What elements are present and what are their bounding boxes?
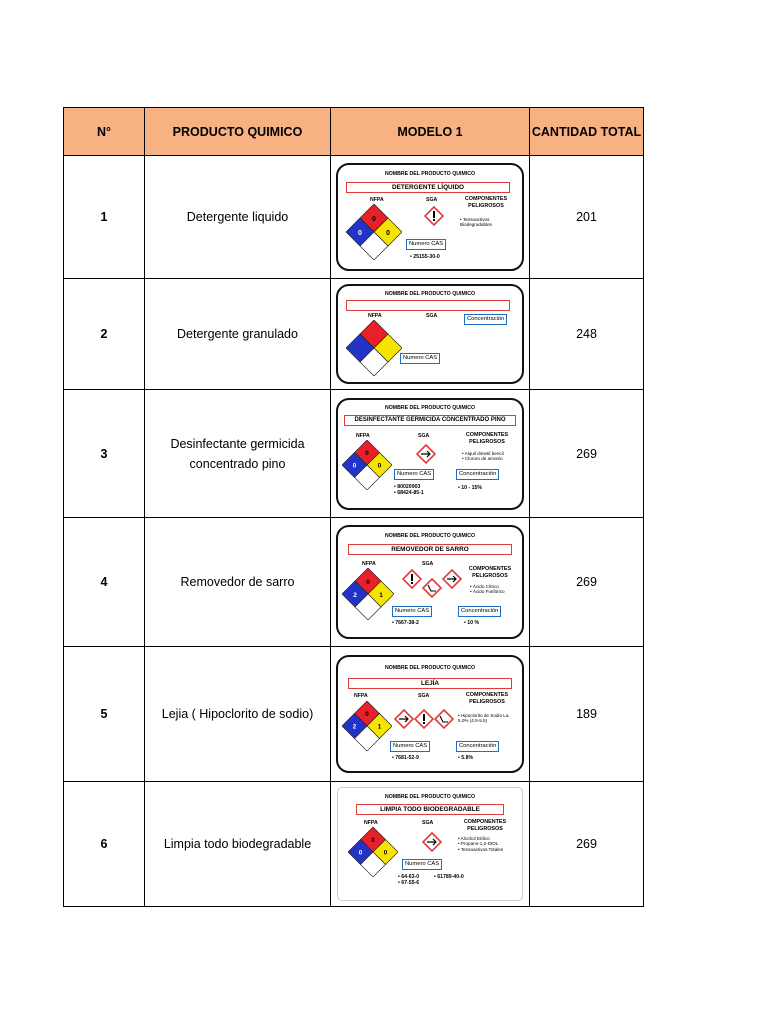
product-name: Limpia todo biodegradable <box>145 782 331 907</box>
concentration-value: 10 % <box>467 620 480 626</box>
nfpa-flammability-value: 0 <box>365 711 369 719</box>
total-quantity: 189 <box>530 647 644 782</box>
nfpa-health-value: 0 <box>358 230 362 237</box>
label-nfpa-heading: NFPA <box>370 197 384 203</box>
safety-label <box>336 284 524 384</box>
label-components-heading: COMPONENTES PELIGROSOS <box>465 692 509 705</box>
component-item: • Tensoactivos Totales <box>458 847 520 852</box>
component-item: • Alcohol Etílico <box>458 836 520 841</box>
model-cell <box>331 782 530 907</box>
nfpa-health-value: 2 <box>352 723 357 731</box>
label-nfpa-heading: NFPA <box>362 561 376 567</box>
label-product-name: LIMPIA TODO BIODEGRADABLE <box>356 804 504 815</box>
cas-item: • 7681-52-9 <box>392 755 419 761</box>
ghs-corrosion-icon <box>442 569 462 589</box>
label-cas-list <box>392 620 419 626</box>
label-concentration-value: • 10 % <box>464 620 480 626</box>
nfpa-reactivity-value: 1 <box>377 723 382 731</box>
label-components-list <box>458 713 520 724</box>
label-sga-heading: SGA <box>426 313 438 319</box>
label-cas-box: Numero CAS <box>402 859 442 870</box>
row-number: 1 <box>64 156 145 279</box>
table-row <box>64 279 644 390</box>
header-cantidad: CANTIDAD TOTAL <box>530 108 644 156</box>
row-number: 5 <box>64 647 145 782</box>
label-product-name: LEJÍA <box>348 678 512 689</box>
header-producto: PRODUCTO QUIMICO <box>145 108 331 156</box>
label-cas-box: Numero CAS <box>394 469 434 480</box>
nfpa-diamond <box>348 827 398 877</box>
nfpa-flammability-value: 0 <box>371 837 375 845</box>
chemical-products-table <box>63 107 644 907</box>
nfpa-flammability-value: 0 <box>372 216 376 223</box>
label-concentration-value: • 5.8% <box>458 755 474 761</box>
label-nfpa-heading: NFPA <box>364 820 378 826</box>
ghs-environment-icon <box>434 709 454 729</box>
nfpa-health-value: 2 <box>353 591 357 599</box>
label-concentration-value: • 10 - 15% <box>458 484 483 491</box>
label-cas-box: Numero CAS <box>392 606 432 617</box>
label-concentration-box: Concentración <box>456 741 499 752</box>
nfpa-health-value: 0 <box>352 462 357 470</box>
concentration-value: 10 - 15% <box>461 484 483 491</box>
nfpa-health-value: 0 <box>358 849 363 857</box>
total-quantity: 269 <box>530 782 644 907</box>
product-name: Desinfectante germicida concentrado pino <box>145 390 331 518</box>
ghs-exclamation-icon <box>402 569 422 589</box>
label-title: NOMBRE DEL PRODUCTO QUIMICO <box>384 291 476 297</box>
header-modelo: MODELO 1 <box>331 108 530 156</box>
label-concentration-box: Concentración <box>458 606 501 617</box>
label-cas-list <box>410 254 440 260</box>
label-title: NOMBRE DEL PRODUCTO QUIMICO <box>384 171 476 177</box>
safety-label <box>336 525 524 639</box>
safety-label <box>336 398 524 510</box>
component-item: • Alquil dimetil bencil <box>462 451 520 456</box>
nfpa-reactivity-value: 0 <box>386 230 390 237</box>
safety-label <box>336 163 524 271</box>
label-product-name: DESINFECTANTE GERMICIDA CONCENTRADO PINO <box>344 415 516 426</box>
ghs-corrosion-icon <box>422 832 442 852</box>
safety-label <box>338 788 522 900</box>
table-row <box>64 156 644 279</box>
label-title: NOMBRE DEL PRODUCTO QUIMICO <box>384 794 476 800</box>
label-sga-heading: SGA <box>418 432 430 439</box>
nfpa-reactivity-value: 0 <box>383 849 388 857</box>
label-sga-heading: SGA <box>418 693 430 699</box>
nfpa-diamond <box>346 320 402 376</box>
component-item: • Ácido Fosfórico <box>470 589 520 594</box>
nfpa-flammability-value: 0 <box>366 578 370 586</box>
cas-item: • 67-55-6 <box>398 880 478 886</box>
label-nfpa-heading: NFPA <box>368 313 382 319</box>
concentration-value: 5.8% <box>461 755 474 761</box>
total-quantity: 201 <box>530 156 644 279</box>
nfpa-diamond <box>342 568 394 620</box>
model-cell <box>331 518 530 647</box>
label-cas-box: Numero CAS <box>390 741 430 752</box>
cas-item: • 25155-30-0 <box>410 254 440 260</box>
label-cas-list <box>392 755 419 761</box>
label-product-name: REMOVEDOR DE SARRO <box>348 544 512 555</box>
header-num: N° <box>64 108 145 156</box>
table-row <box>64 647 644 782</box>
product-name: Detergente liquido <box>145 156 331 279</box>
table-header-row <box>64 108 644 156</box>
model-cell <box>331 156 530 279</box>
label-cas-list <box>394 484 424 497</box>
label-title: NOMBRE DEL PRODUCTO QUIMICO <box>384 665 476 671</box>
component-item: • Tensoactivos Biodegradables <box>460 217 520 228</box>
row-number: 2 <box>64 279 145 390</box>
nfpa-reactivity-value: 0 <box>377 462 382 470</box>
cas-item: • 64-63-0 <box>398 874 434 880</box>
cas-item: • 68424-85-1 <box>394 490 424 496</box>
label-components-list <box>460 217 520 228</box>
label-cas-box: Numero CAS <box>400 353 440 364</box>
total-quantity: 269 <box>530 518 644 647</box>
cas-item: • 7667-38-2 <box>392 620 419 626</box>
total-quantity: 248 <box>530 279 644 390</box>
label-components-heading: COMPONENTES PELIGROSOS <box>463 819 507 832</box>
label-product-name <box>346 300 510 311</box>
nfpa-diamond <box>342 701 392 751</box>
product-name: Removedor de sarro <box>145 518 331 647</box>
ghs-exclamation-icon <box>424 206 444 226</box>
label-title: NOMBRE DEL PRODUCTO QUIMICO <box>384 533 476 539</box>
model-cell <box>331 647 530 782</box>
label-nfpa-heading: NFPA <box>356 432 370 439</box>
table-row <box>64 390 644 518</box>
label-components-heading: COMPONENTES PELIGROSOS <box>468 566 512 579</box>
model-cell <box>331 390 530 518</box>
nfpa-diamond <box>342 440 392 490</box>
cas-item: • 61789-40-0 <box>434 874 464 880</box>
component-item: • Propano-1,2-DIOL <box>458 841 520 846</box>
label-product-name: DETERGENTE LÍQUIDO <box>346 182 510 193</box>
model-cell <box>331 279 530 390</box>
label-cas-box: Numero CAS <box>406 239 446 250</box>
label-sga-heading: SGA <box>422 561 434 567</box>
label-components-heading: COMPONENTES PELIGROSOS <box>464 196 508 209</box>
label-sga-heading: SGA <box>426 197 438 203</box>
safety-label <box>336 655 524 773</box>
label-components-list <box>462 451 520 462</box>
cas-item: • 80020903 <box>394 484 424 490</box>
row-number: 3 <box>64 390 145 518</box>
component-item: • Cloruro de amonio <box>462 456 520 461</box>
nfpa-reactivity-value: 1 <box>379 591 383 599</box>
label-sga-heading: SGA <box>422 820 434 826</box>
component-item: • Hipoclorito de Sodio La. 5.0% (4.5-5.5) <box>458 713 520 724</box>
ghs-corrosion-icon <box>394 709 414 729</box>
product-name: Detergente granulado <box>145 279 331 390</box>
table-row <box>64 782 644 907</box>
label-concentration-box: Concentración <box>456 469 499 480</box>
product-name: Lejia ( Hipoclorito de sodio) <box>145 647 331 782</box>
component-item: • Ácido Cítrico <box>470 584 520 589</box>
label-components-heading: COMPONENTES PELIGROSOS <box>465 431 509 445</box>
nfpa-diamond <box>346 204 402 260</box>
label-components-list <box>470 584 520 595</box>
row-number: 6 <box>64 782 145 907</box>
ghs-exclamation-icon <box>414 709 434 729</box>
label-components-list <box>458 836 520 852</box>
total-quantity: 269 <box>530 390 644 518</box>
label-concentration-box: Concentración <box>464 314 507 325</box>
table-row <box>64 518 644 647</box>
nfpa-flammability-value: 0 <box>365 449 369 457</box>
row-number: 4 <box>64 518 145 647</box>
ghs-corrosion-icon <box>416 444 436 464</box>
ghs-environment-icon <box>422 578 442 598</box>
label-nfpa-heading: NFPA <box>354 693 368 699</box>
label-cas-list <box>398 874 478 887</box>
label-title: NOMBRE DEL PRODUCTO QUIMICO <box>384 404 476 411</box>
